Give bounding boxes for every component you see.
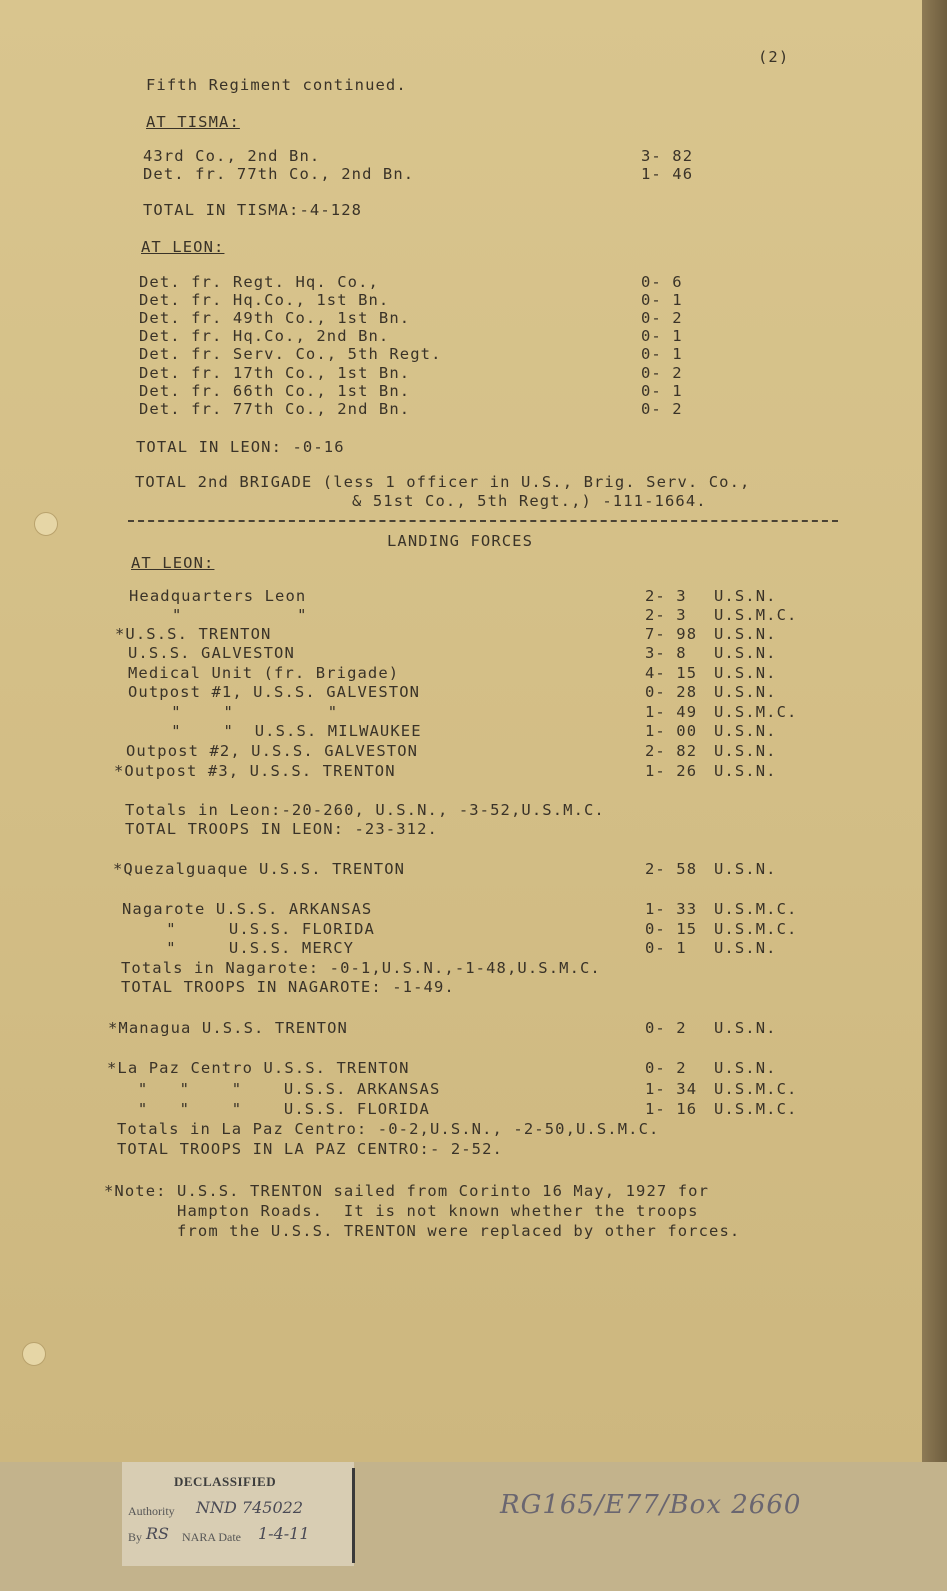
landing-row-unit: " " " <box>140 703 339 721</box>
leon-row-count: 0- 2 <box>641 309 683 327</box>
landing-row-service: U.S.N. <box>714 722 777 740</box>
leon-row-unit: Det. fr. Hq.Co., 2nd Bn. <box>139 327 390 345</box>
nagarote-row-count: 1- 33 <box>645 900 698 918</box>
landing-row-service: U.S.N. <box>714 644 777 662</box>
landing-row-unit: Outpost #2, U.S.S. GALVESTON <box>126 742 419 760</box>
nagarote-row-service: U.S.M.C. <box>714 900 798 918</box>
landing-row-count: 1- 49 <box>645 703 698 721</box>
landing-row-count: 1- 00 <box>645 722 698 740</box>
leon-row-unit: Det. fr. 66th Co., 1st Bn. <box>139 382 411 400</box>
tisma-label: AT TISMA: <box>146 113 240 131</box>
tisma-total: TOTAL IN TISMA:-4-128 <box>143 201 363 219</box>
divider-line <box>128 520 838 522</box>
nagarote-totals-line: TOTAL TROOPS IN NAGAROTE: -1-49. <box>121 978 455 996</box>
leon-row-unit: Det. fr. Hq.Co., 1st Bn. <box>139 291 390 309</box>
landing-row-service: U.S.N. <box>714 625 777 643</box>
lapaz-row-service: U.S.M.C. <box>714 1080 798 1098</box>
leon-row-unit: Det. fr. Regt. Hq. Co., <box>139 273 379 291</box>
note-line: Hampton Roads. It is not known whether the troops <box>104 1202 699 1220</box>
leon-row-count: 0- 1 <box>641 327 683 345</box>
managua-count: 0- 2 <box>645 1019 687 1037</box>
landing-row-unit: *Outpost #3, U.S.S. TRENTON <box>114 762 396 780</box>
leon-row-count: 0- 6 <box>641 273 683 291</box>
landing-row-service: U.S.M.C. <box>714 606 798 624</box>
stamp-border <box>352 1468 355 1563</box>
landing-row-unit: " " U.S.S. MILWAUKEE <box>140 722 422 740</box>
note-line: from the U.S.S. TRENTON were replaced by other forces. <box>104 1222 741 1240</box>
landing-row-unit: Headquarters Leon <box>129 587 307 605</box>
landing-row-count: 7- 98 <box>645 625 698 643</box>
landing-row-count: 1- 26 <box>645 762 698 780</box>
landing-row-count: 2- 82 <box>645 742 698 760</box>
quezalguaque-unit: *Quezalguaque U.S.S. TRENTON <box>113 860 406 878</box>
landing-row-service: U.S.M.C. <box>714 703 798 721</box>
nara-date-label: NARA Date <box>182 1530 241 1544</box>
landing-row-unit: Medical Unit (fr. Brigade) <box>128 664 400 682</box>
nagarote-row-count: 0- 1 <box>645 939 687 957</box>
landing-row-count: 0- 28 <box>645 683 698 701</box>
landing-row-service: U.S.N. <box>714 587 777 605</box>
nagarote-row-unit: " U.S.S. FLORIDA <box>135 920 375 938</box>
leon-row-count: 0- 2 <box>641 400 683 418</box>
landing-row-service: U.S.N. <box>714 683 777 701</box>
lapaz-row-count: 0- 2 <box>645 1059 687 1077</box>
managua-service: U.S.N. <box>714 1019 777 1037</box>
page-edge <box>922 0 947 1591</box>
leon-totals-line: TOTAL TROOPS IN LEON: -23-312. <box>125 820 438 838</box>
landing-leon-label: AT LEON: <box>131 554 215 572</box>
landing-row-unit: Outpost #1, U.S.S. GALVESTON <box>128 683 421 701</box>
punch-hole <box>22 1342 46 1366</box>
nagarote-row-count: 0- 15 <box>645 920 698 938</box>
nagarote-row-unit: " U.S.S. MERCY <box>135 939 355 957</box>
landing-row-count: 2- 3 <box>645 606 687 624</box>
landing-row-service: U.S.N. <box>714 742 777 760</box>
leon-row-unit: Det. fr. 49th Co., 1st Bn. <box>139 309 411 327</box>
punch-hole <box>34 512 58 536</box>
declassified-title: DECLASSIFIED <box>174 1474 277 1489</box>
leon-row-unit: Det. fr. 77th Co., 2nd Bn. <box>139 400 411 418</box>
tisma-row-count: 3- 82 <box>641 147 694 165</box>
lapaz-row-count: 1- 16 <box>645 1100 698 1118</box>
tisma-row-count: 1- 46 <box>641 165 694 183</box>
authority-label: Authority <box>128 1504 175 1518</box>
brigade-total-line2: & 51st Co., 5th Regt.,) -111-1664. <box>352 492 707 510</box>
lapaz-totals-line: Totals in La Paz Centro: -0-2,U.S.N., -2-50,U.S.M.C. <box>117 1120 660 1138</box>
authority-value: NND 745022 <box>196 1498 303 1517</box>
by-value: RS <box>146 1524 170 1543</box>
landing-row-service: U.S.N. <box>714 664 777 682</box>
tisma-row-unit: Det. fr. 77th Co., 2nd Bn. <box>143 165 415 183</box>
archive-reference: RG165/E77/Box 2660 <box>500 1490 802 1520</box>
leon-totals-line: Totals in Leon:-20-260, U.S.N., -3-52,U.S.M.C. <box>125 801 605 819</box>
page-number: (2) <box>758 48 790 66</box>
nagarote-row-service: U.S.M.C. <box>714 920 798 938</box>
by-label: By <box>128 1530 143 1544</box>
landing-row-count: 3- 8 <box>645 644 687 662</box>
quezalguaque-service: U.S.N. <box>714 860 777 878</box>
lapaz-totals-line: TOTAL TROOPS IN LA PAZ CENTRO:- 2-52. <box>117 1140 503 1158</box>
landing-row-count: 4- 15 <box>645 664 698 682</box>
tisma-row-unit: 43rd Co., 2nd Bn. <box>143 147 321 165</box>
quezalguaque-count: 2- 58 <box>645 860 698 878</box>
landing-row-unit: *U.S.S. TRENTON <box>115 625 272 643</box>
lapaz-row-unit: " " " U.S.S. ARKANSAS <box>117 1080 441 1098</box>
leon-total: TOTAL IN LEON: -0-16 <box>136 438 345 456</box>
leon-row-unit: Det. fr. 17th Co., 1st Bn. <box>139 364 411 382</box>
landing-row-service: U.S.N. <box>714 762 777 780</box>
note-line: *Note: U.S.S. TRENTON sailed from Corinto 16 May, 1927 for <box>104 1182 710 1200</box>
lapaz-row-service: U.S.M.C. <box>714 1100 798 1118</box>
managua-unit: *Managua U.S.S. TRENTON <box>108 1019 348 1037</box>
leon-row-count: 0- 1 <box>641 291 683 309</box>
nagarote-row-service: U.S.N. <box>714 939 777 957</box>
lapaz-row-unit: *La Paz Centro U.S.S. TRENTON <box>107 1059 410 1077</box>
landing-row-unit: " " <box>172 606 308 624</box>
leon-label: AT LEON: <box>141 238 225 256</box>
leon-row-count: 0- 2 <box>641 364 683 382</box>
section-heading: Fifth Regiment continued. <box>146 76 407 94</box>
lapaz-row-service: U.S.N. <box>714 1059 777 1077</box>
nara-date-value: 1-4-11 <box>258 1524 310 1543</box>
nagarote-row-unit: Nagarote U.S.S. ARKANSAS <box>122 900 373 918</box>
landing-forces-title: LANDING FORCES <box>387 532 534 550</box>
lapaz-row-count: 1- 34 <box>645 1080 698 1098</box>
leon-row-unit: Det. fr. Serv. Co., 5th Regt. <box>139 345 442 363</box>
leon-row-count: 0- 1 <box>641 382 683 400</box>
declassified-stamp <box>122 1462 354 1566</box>
nagarote-totals-line: Totals in Nagarote: -0-1,U.S.N.,-1-48,U.S.M.C. <box>121 959 601 977</box>
brigade-total-line1: TOTAL 2nd BRIGADE (less 1 officer in U.S., Brig. Serv. Co., <box>135 473 751 491</box>
lapaz-row-unit: " " " U.S.S. FLORIDA <box>117 1100 430 1118</box>
landing-row-count: 2- 3 <box>645 587 687 605</box>
leon-row-count: 0- 1 <box>641 345 683 363</box>
landing-row-unit: U.S.S. GALVESTON <box>128 644 295 662</box>
